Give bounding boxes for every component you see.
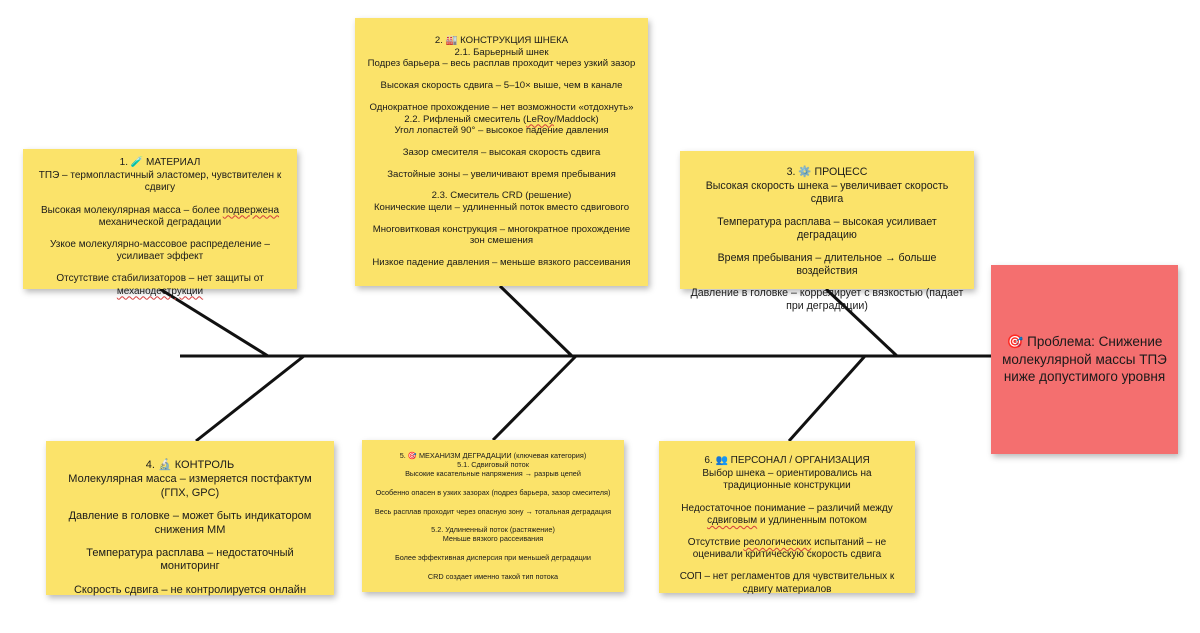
note-screw-subheading: 2.1. Барьерный шнек xyxy=(454,46,549,58)
note-mechanism-title: 5. 🎯 МЕХАНИЗМ ДЕГРАДАЦИИ (ключевая категория) xyxy=(399,451,587,460)
note-control-line: Молекулярная масса – измеряется постфактум (ГПХ, GPC) xyxy=(68,473,312,499)
note-screw-line: Высокая скорость сдвига – 5–10× выше, чем в канале xyxy=(380,80,623,92)
problem-text: 🎯 Проблема: Снижение молекулярной массы ТПЭ ниже допустимого уровня xyxy=(1002,334,1167,385)
bone-material xyxy=(160,289,268,356)
note-screw-line: Угол лопастей 90° – высокое падение давления xyxy=(394,125,609,137)
note-staff-title: 6. 👥 ПЕРСОНАЛ / ОРГАНИЗАЦИЯ xyxy=(704,455,870,466)
note-control-title: 4. 🔬 КОНТРОЛЬ xyxy=(145,459,235,471)
note-mechanism-line: Более эффективная дисперсия при меньшей деградации xyxy=(394,553,592,563)
note-screw-subheading: 2.2. Рифленый смеситель (LeRoy/Maddock) xyxy=(404,113,599,125)
note-screw-line: Однократное прохождение – нет возможности «отдохнуть» xyxy=(369,101,634,113)
note-screw-line: Конические щели – удлиненный поток вместо сдвигового xyxy=(373,202,630,214)
note-screw-line: Зазор смесителя – высокая скорость сдвига xyxy=(402,146,601,158)
note-screw-line: Подрез барьера – весь расплав проходит через узкий зазор xyxy=(367,58,636,70)
note-degradation-mechanism[interactable] xyxy=(362,440,624,592)
spellcheck-word: LeRoy xyxy=(526,113,554,125)
note-control-line: Скорость сдвига – не контролируется онлайн xyxy=(73,583,307,596)
note-mechanism-line: Особенно опасен в узких зазорах (подрез барьера, зазор смесителя) xyxy=(375,487,611,497)
bone-mechanism xyxy=(493,356,576,440)
note-staff-organization[interactable] xyxy=(659,441,915,593)
spellcheck-word: подвержена xyxy=(222,204,280,216)
note-screw-design[interactable] xyxy=(355,18,648,286)
note-material-line: Высокая молекулярная масса – более подвержена механической деградации xyxy=(40,204,280,228)
note-screw-line: Многовитковая конструкция – многократное прохождение зон смешения xyxy=(372,223,631,247)
bone-control xyxy=(196,356,304,441)
note-screw-line: Застойные зоны – увеличивают время пребывания xyxy=(387,168,616,180)
note-mechanism-line: Весь расплав проходит через опасную зону → тотальная деградация xyxy=(374,506,612,516)
bone-staff xyxy=(789,356,865,441)
note-material-title: 1. 🧪 МАТЕРИАЛ xyxy=(119,157,201,168)
note-mechanism-subheading: 5.1. Сдвиговый поток xyxy=(457,459,529,469)
note-process-line: Время пребывания – длительное → больше воздействия xyxy=(717,251,937,277)
note-mechanism-subheading: 5.2. Удлиненный поток (растяжение) xyxy=(431,525,555,535)
spellcheck-word: механодеструкции xyxy=(116,285,204,297)
note-staff-line: Недостаточное понимание – различий между сдвиговым и удлиненным потоком xyxy=(681,502,893,526)
note-material-line: ТПЭ – термопластичный эластомер, чувствителен к сдвигу xyxy=(38,170,282,194)
note-process[interactable] xyxy=(680,151,974,313)
note-control[interactable] xyxy=(46,441,334,595)
note-material[interactable] xyxy=(23,149,297,297)
bone-screw xyxy=(500,286,572,356)
note-mechanism-line: CRD создает именно такой тип потока xyxy=(427,572,559,582)
note-material-line: Узкое молекулярно-массовое распределение – усиливает эффект xyxy=(50,238,270,263)
note-process-line: Давление в головке – коррелирует с вязкостью (падает при деградации) xyxy=(690,287,964,313)
note-screw-title: 2. 🏭 КОНСТРУКЦИЯ ШНЕКА xyxy=(434,35,569,46)
spellcheck-word: сдвиговым xyxy=(707,514,758,526)
note-staff-line: Отсутствие реологических испытаний – не оценивали критическую скорость сдвига xyxy=(687,536,887,561)
note-staff-line: Выбор шнека – ориентировались на традиционные конструкции xyxy=(702,468,872,492)
note-process-line: Высокая скорость шнека – увеличивает скорость сдвига xyxy=(705,179,949,205)
note-process-line: Температура расплава – высокая усиливает деградацию xyxy=(717,215,937,241)
note-staff-line: СОП – нет регламентов для чувствительных к сдвигу материалов xyxy=(679,571,895,595)
note-material-line: Отсутствие стабилизаторов – нет защиты от механодеструкции xyxy=(56,273,264,297)
note-screw-line: Низкое падение давления – меньше вязкого рассеивания xyxy=(372,257,631,269)
note-process-title: 3. ⚙️ ПРОЦЕСС xyxy=(786,166,868,178)
spellcheck-word: реологических xyxy=(743,536,812,548)
problem-note[interactable] xyxy=(991,265,1178,454)
note-control-line: Давление в головке – может быть индикатором снижения ММ xyxy=(68,510,312,536)
note-screw-subheading: 2.3. Смеситель CRD (решение) xyxy=(431,190,572,202)
note-mechanism-line: Меньше вязкого рассеивания xyxy=(442,534,544,544)
note-mechanism-line: Высокие касательные напряжения → разрыв цепей xyxy=(405,468,581,478)
note-control-line: Температура расплава – недостаточный мониторинг xyxy=(86,547,294,573)
